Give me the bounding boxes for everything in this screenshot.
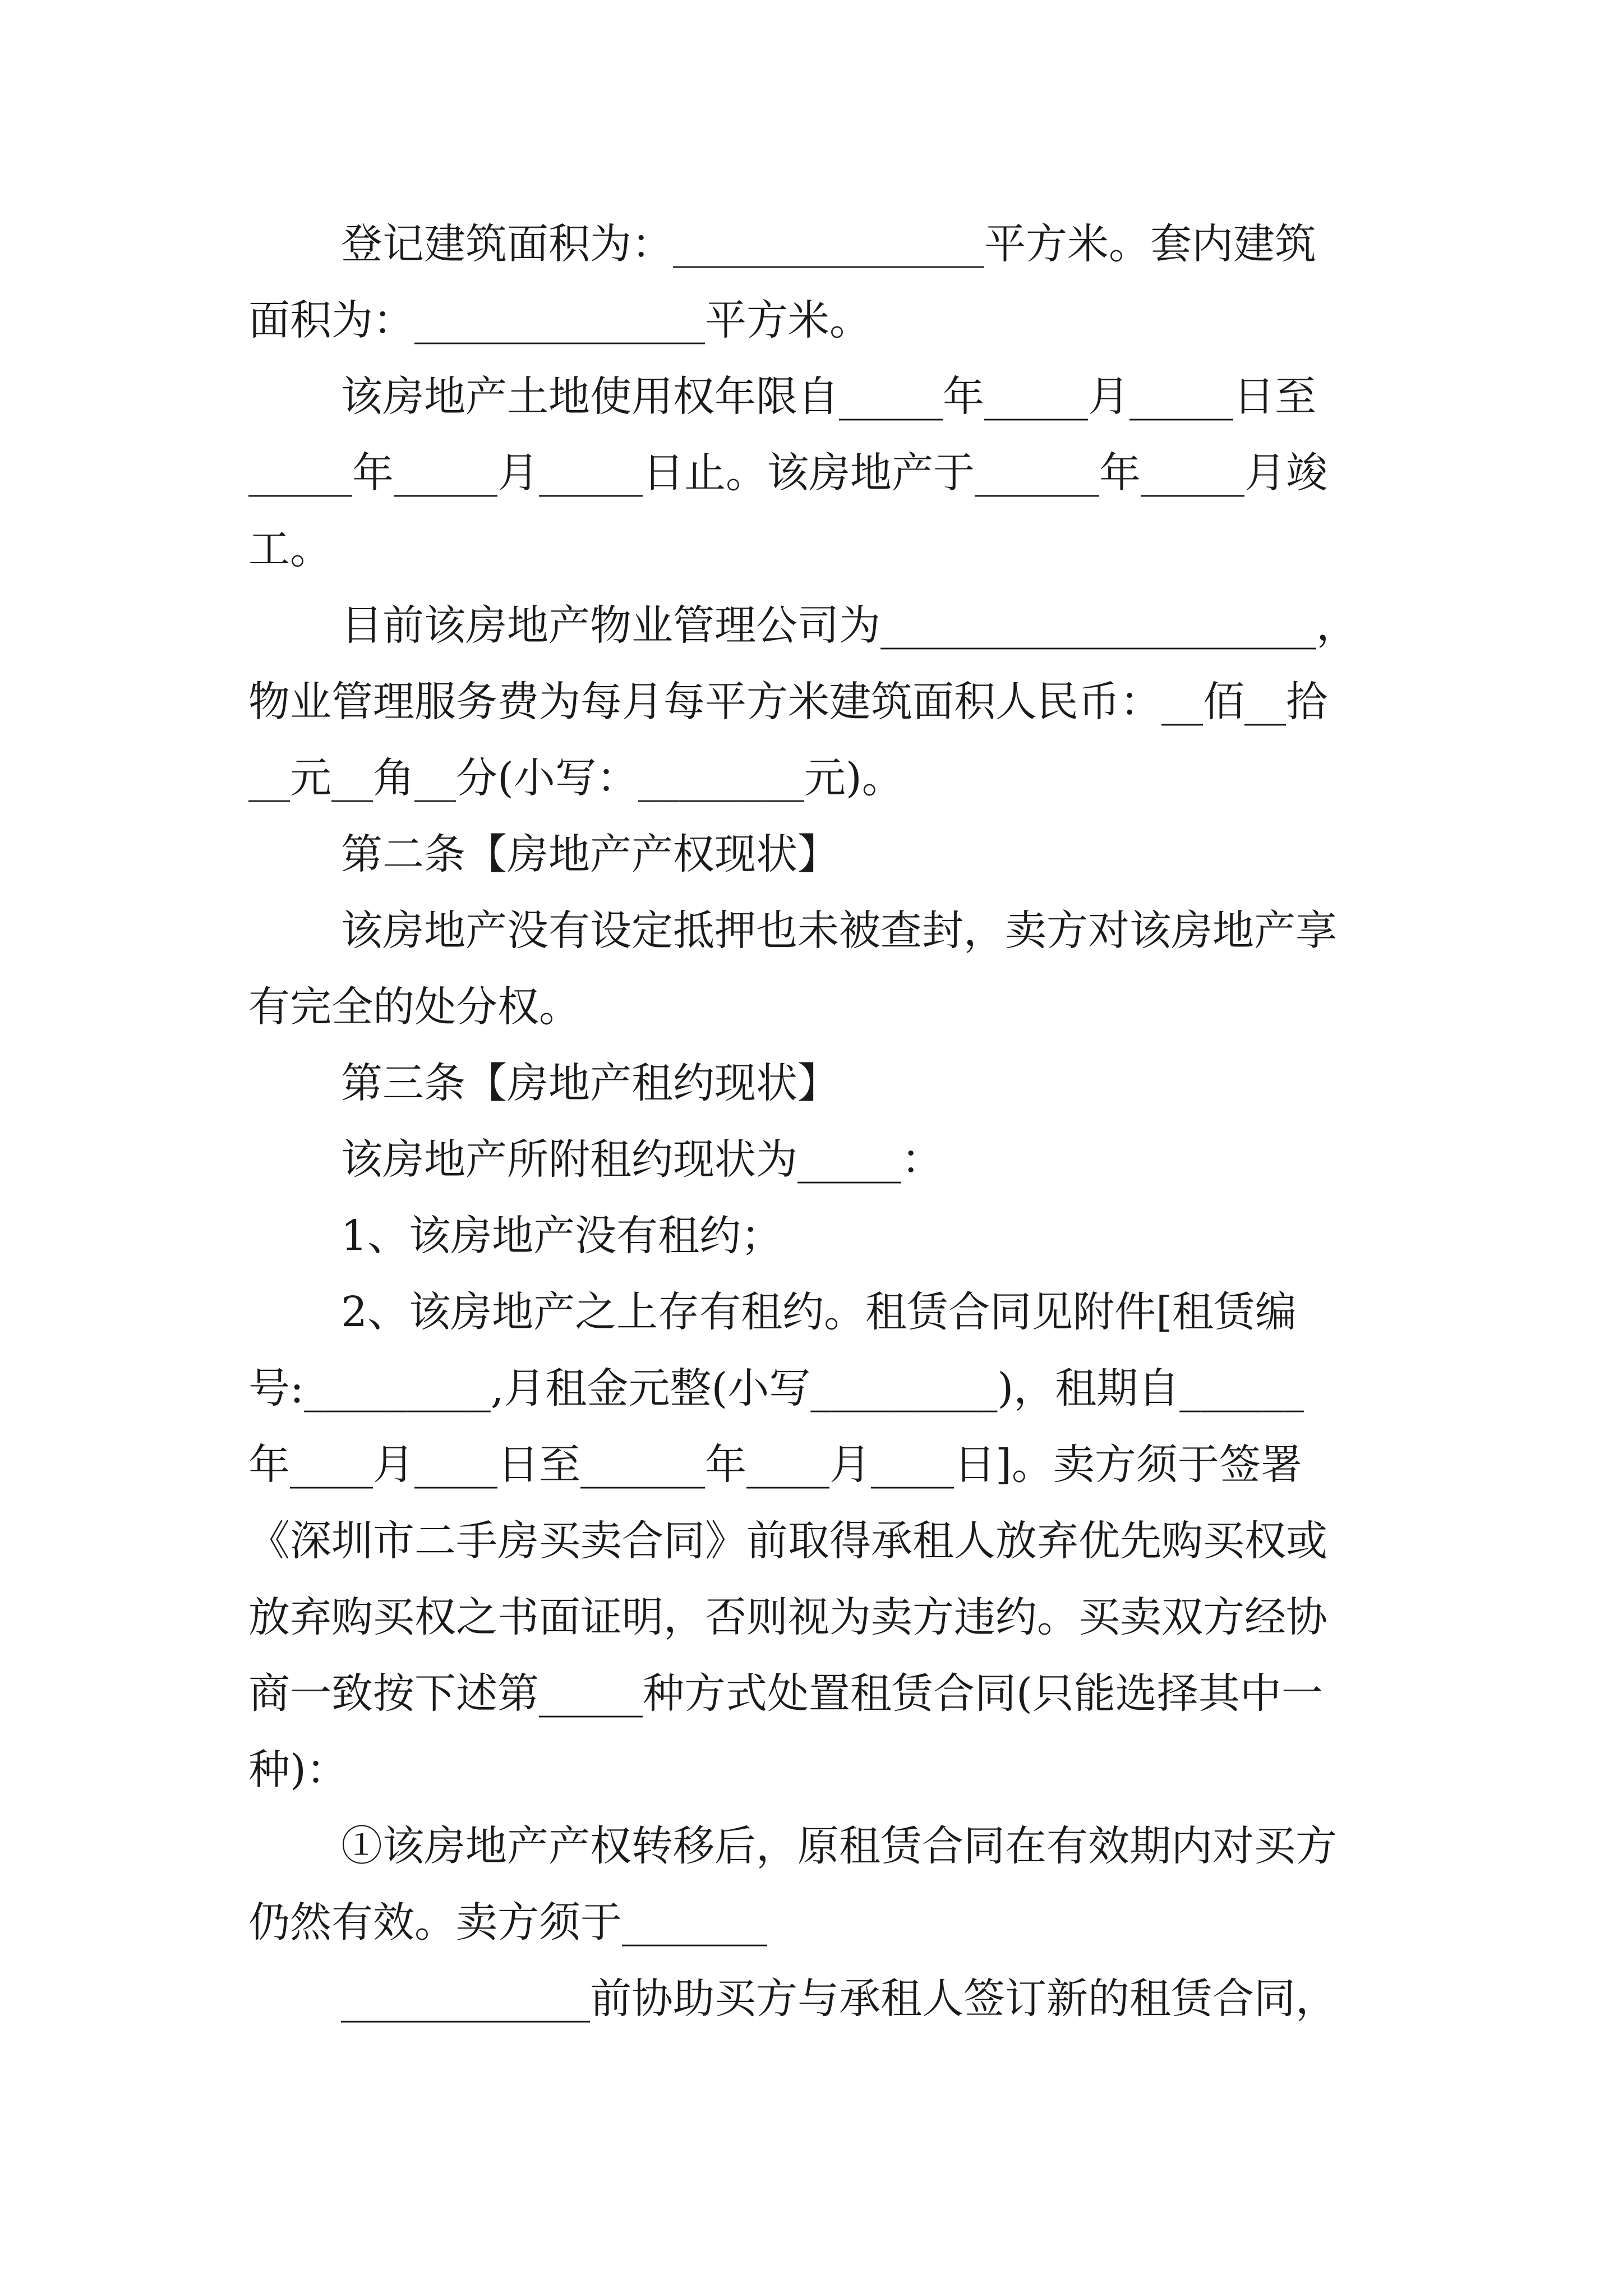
text-line: 该房地产没有设定抵押也未被查封，卖方对该房地产享 [341, 907, 1337, 955]
text-line: 商一致按下述第_____种方式处置租赁合同(只能选择其中一 [248, 1669, 1323, 1718]
text-line: 该房地产所附租约现状为_____： [341, 1135, 943, 1184]
text-line: 1、该房地产没有租约； [341, 1212, 783, 1260]
section-heading: 第二条【房地产产权现状】 [341, 830, 839, 878]
text-line: 面积为：______________平方米。 [248, 296, 871, 344]
text-line: 目前该房地产物业管理公司为_____________________， [341, 601, 1358, 650]
text-line: ____________前协助买方与承租人签订新的租赁合同， [341, 1975, 1337, 2023]
text-line: 该房地产土地使用权年限自_____年_____月_____日至 [341, 372, 1316, 421]
text-line: _____年_____月_____日止。该房地产于______年_____月竣 [248, 449, 1327, 497]
section-heading: 第三条【房地产租约现状】 [341, 1059, 839, 1107]
text-line: ①该房地产产权转移后，原租赁合同在有效期内对买方 [341, 1822, 1337, 1870]
text-line: 仍然有效。卖方须于_______ [248, 1898, 767, 1947]
text-line: 种)： [248, 1746, 348, 1794]
text-line: 号:_________,月租金元整(小写_________)，租期自______ [248, 1364, 1304, 1412]
text-line: 放弃购买权之书面证明，否则视为卖方违约。买卖双方经协 [248, 1593, 1327, 1641]
text-line: 2、该房地产之上存有租约。租赁合同见附件[租赁编 [341, 1288, 1297, 1336]
text-line: 《深圳市二手房买卖合同》前取得承租人放弃优先购买权或 [248, 1517, 1327, 1565]
text-line: __元__角__分(小写：________元)。 [248, 754, 903, 802]
text-line: 登记建筑面积为：_______________平方米。套内建筑 [341, 220, 1316, 268]
text-line: 物业管理服务费为每月每平方米建筑面积人民币：__佰__拾 [248, 678, 1327, 726]
text-line: 工。 [248, 525, 331, 573]
text-line: 有完全的处分权。 [248, 983, 580, 1031]
text-line: 年____月____日至______年____月____日]。卖方须于签署 [248, 1441, 1302, 1489]
